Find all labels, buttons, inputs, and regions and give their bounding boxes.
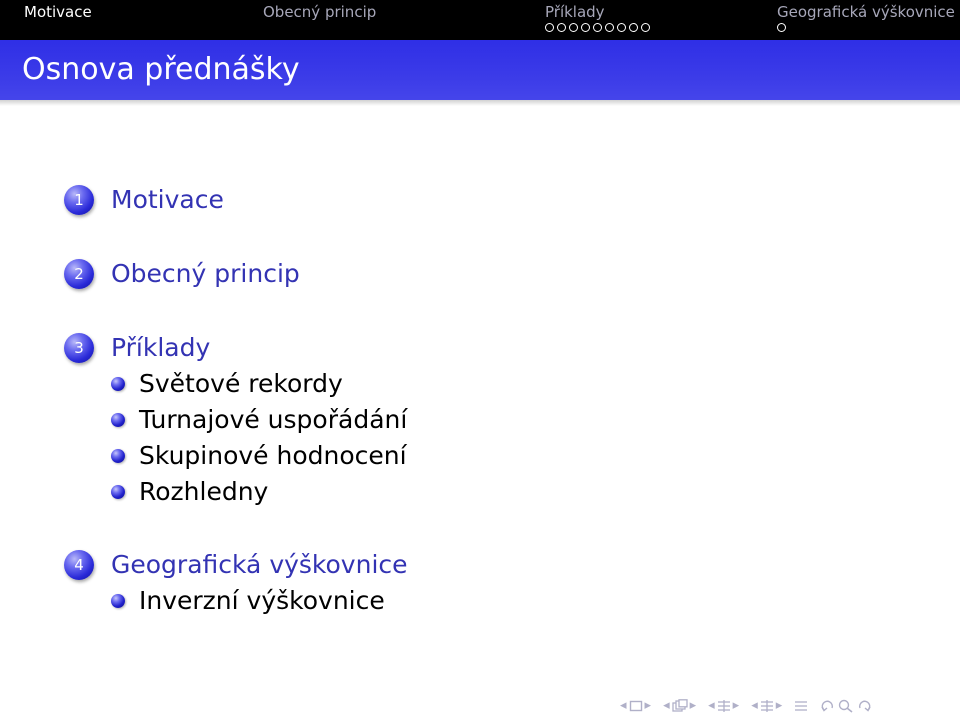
section-number-ball: 2 [64,259,94,289]
nav-right-arrow-icon[interactable]: ▸ [732,698,740,713]
nav-frame-dot[interactable] [605,23,614,32]
bullet-icon [111,413,125,427]
toc-subsection-list [111,584,385,620]
navigation-bar [0,0,960,40]
nav-frame-dot[interactable] [641,23,650,32]
nav-frame-dot[interactable] [545,23,554,32]
toc-subsection-link[interactable]: Turnajové uspořádání [139,405,408,434]
frame-title: Osnova přednášky [22,52,300,87]
nav-frame-group [620,698,651,714]
toc-section-title[interactable]: Motivace [111,185,224,214]
toc-subsection-item [111,584,385,620]
nav-section-label: Geografická výškovnice [777,3,955,21]
toc-subsection-link[interactable]: Skupinové hodnocení [139,441,407,470]
section-number-ball: 4 [64,550,94,580]
toc-subsection-list [111,367,407,511]
toc-subsection-item [111,439,407,475]
nav-frame-dot[interactable] [629,23,638,32]
bullet-icon [111,449,125,463]
nav-section-label: Příklady [545,3,605,21]
nav-section-label: Motivace [24,3,92,21]
nav-search-icon[interactable] [838,699,854,713]
nav-frame-dot[interactable] [593,23,602,32]
nav-subsection-icon[interactable] [672,699,688,713]
title-bar-shadow [0,100,960,106]
nav-search-group [820,699,872,713]
toc-subsection-item [111,403,407,439]
nav-frame-dots [777,23,786,35]
nav-frame-dot[interactable] [581,23,590,32]
nav-section-group-b [751,698,782,714]
nav-align-group [794,699,808,713]
toc-subsection-item [111,475,407,511]
nav-frame-icon[interactable] [629,700,643,712]
nav-frame-dots [545,23,650,35]
nav-redo-icon[interactable] [856,699,872,713]
nav-undo-icon[interactable] [820,699,836,713]
toc-subsection-link[interactable]: Rozhledny [139,477,269,506]
nav-frame-dot[interactable] [617,23,626,32]
navigation-symbols [620,697,880,715]
bullet-icon [111,485,125,499]
bullet-icon [111,594,125,608]
toc-subsection-item [111,367,407,403]
toc-subsection-link[interactable]: Světové rekordy [139,369,343,398]
nav-left-arrow-icon[interactable]: ◂ [751,698,758,713]
bullet-icon [111,377,125,391]
toc-section-title[interactable]: Obecný princip [111,259,300,288]
nav-align-icon[interactable] [794,699,808,713]
nav-frame-dot[interactable] [569,23,578,32]
toc-subsection-link[interactable]: Inverzní výškovnice [139,586,385,615]
nav-section-label: Obecný princip [263,3,377,21]
nav-frame-dot[interactable] [777,23,786,32]
frame-title-bar [0,40,960,100]
section-number-ball: 1 [64,185,94,215]
nav-frame-dot[interactable] [557,23,566,32]
toc-section-title[interactable]: Geografická výškovnice [111,550,408,579]
nav-left-arrow-icon[interactable]: ◂ [708,698,715,713]
nav-subsection-group [663,698,696,714]
nav-right-arrow-icon[interactable]: ▸ [644,698,652,713]
nav-section-group-a [708,698,739,714]
toc-section-title[interactable]: Příklady [111,333,211,362]
nav-right-arrow-icon[interactable]: ▸ [689,698,697,713]
nav-section-icon[interactable] [760,699,774,713]
nav-section-icon[interactable] [717,699,731,713]
nav-left-arrow-icon[interactable]: ◂ [620,698,627,713]
nav-right-arrow-icon[interactable]: ▸ [775,698,783,713]
section-number-ball: 3 [64,333,94,363]
nav-left-arrow-icon[interactable]: ◂ [663,698,670,713]
